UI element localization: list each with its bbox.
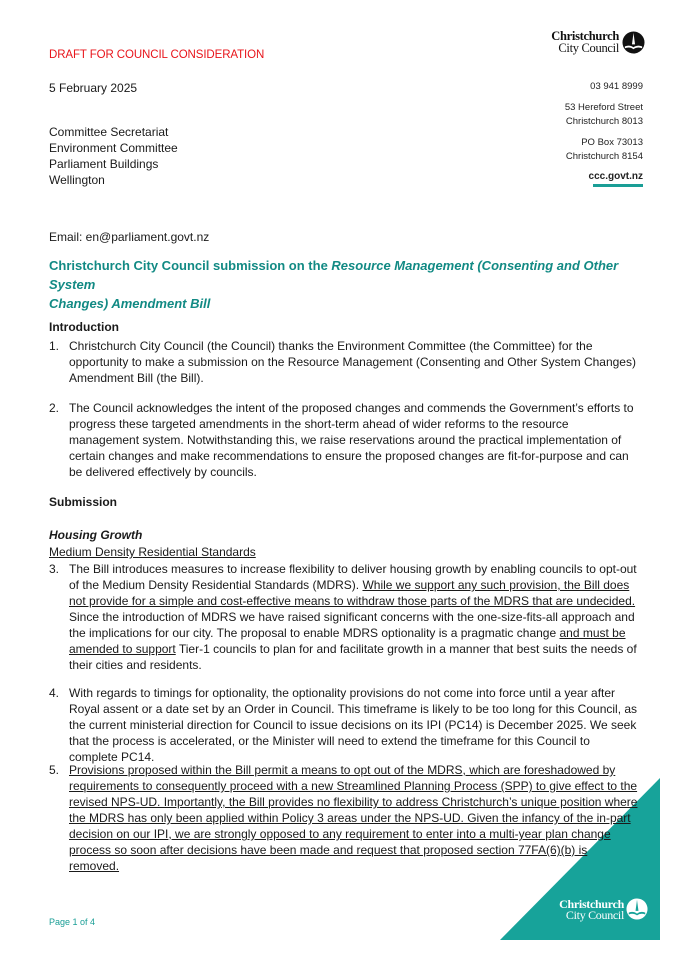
- cathedral-logo-icon: [626, 898, 648, 920]
- teal-divider: [593, 184, 643, 187]
- draft-label: DRAFT FOR COUNCIL CONSIDERATION: [49, 49, 265, 61]
- website-link[interactable]: ccc.govt.nz: [588, 171, 643, 182]
- paragraph-text: The Council acknowledges the intent of the proposed changes and commends the Government’s efforts to progress these targeted amendments in the short-term ahead of wider reforms to the resource management system. Notwithstanding this, we raise reservations around the practical implementation of certain changes and make recommendations to ensure the proposed changes are fit-for-purpose and can be delivered effectively by councils.: [69, 401, 634, 479]
- logo-line-1: Christchurch: [559, 897, 624, 911]
- paragraph-2: [49, 400, 639, 480]
- po-box-line: Christchurch 8154: [565, 151, 643, 162]
- paragraph-text: With regards to timings for optionality, the optionality provisions do not come into force until a year after Royal assent or a date set by an Order in Council. This timeframe is likely to be too long for this Council, as the current ministerial direction for Council to issue decisions on its IPI (PC14) is December 2025. We seek that the process is accelerated, or the Minister will need to extend the timeframe for this Council to complete PC14.: [69, 686, 638, 764]
- recipient-line: Environment Committee: [49, 141, 178, 155]
- council-logo: [545, 30, 645, 56]
- letter-date: 5 February 2025: [49, 81, 138, 95]
- title-prefix: Christchurch City Council submission on the: [49, 258, 332, 273]
- text-segment: The Bill introduces measures to increase flexibility to deliver housing growth by enabling councils to opt-out of the Medium Density Residential Standards (MDRS).: [69, 562, 637, 592]
- paragraph-4: [49, 685, 639, 765]
- cathedral-logo-icon: [622, 31, 645, 54]
- heading-housing-growth: Housing Growth: [49, 528, 143, 542]
- street-line: 53 Hereford Street: [564, 102, 643, 113]
- page-number: Page 1 of 4: [49, 917, 96, 927]
- paragraph-number: 5.: [49, 763, 60, 777]
- paragraph-number: 3.: [49, 562, 60, 576]
- recipient-address: [49, 124, 178, 188]
- paragraph-number: 4.: [49, 686, 60, 700]
- title-bill-name-cont: Changes) Amendment Bill: [49, 296, 211, 311]
- logo-line-1: Christchurch: [551, 29, 619, 43]
- paragraph-1: [49, 338, 639, 386]
- submission-title: [49, 256, 649, 313]
- paragraph-3: [49, 561, 639, 673]
- title-bill-name: Resource Management (Consenting and Other System: [49, 258, 619, 292]
- text-segment: Since the introduction of MDRS we have raised significant concerns with the one-size-fits-all approach and the implications for our city. The proposal to enable MDRS optionality is a pragmatic change: [69, 610, 635, 640]
- underlined-segment: and must be amended to support: [69, 626, 626, 656]
- heading-introduction: Introduction: [49, 320, 119, 334]
- email-line: Email: en@parliament.govt.nz: [49, 230, 210, 244]
- paragraph-text: Christchurch City Council (the Council) thanks the Environment Committee (the Committee) for the opportunity to make a submission on the Resource Management (Consenting and Other System Changes) Amendment Bill (the Bill).: [69, 339, 636, 385]
- footer-council-logo: [552, 898, 648, 924]
- recipient-line: Committee Secretariat: [49, 125, 169, 139]
- paragraph-text: Provisions proposed within the Bill permit a means to opt out of the MDRS, which are foreshadowed by requirements to consequently proceed with a new Streamlined Planning Process (SPP) to give effect to the revised NPS-UD. Importantly, the Bill provides no flexibility to address Christchurch’s unique position where the MDRS has only been applied within Policy 3 areas under the NPS-UD. Given the infancy of the in-part decision on our IPI, we are strongly opposed to any requirement to enter into a multi-year plan change process so soon after decisions have been made and request that proposed section 77FA(6)(b) is removed.: [69, 763, 638, 873]
- logo-line-2: City Council: [558, 41, 619, 55]
- underlined-segment: While we support any such provision, the Bill does not provide for a simple and cost-effective means to withdraw those parts of the MDRS that are undecided.: [69, 578, 636, 608]
- subheading-mdrs: Medium Density Residential Standards: [49, 545, 256, 559]
- phone: 03 941 8999: [590, 81, 643, 92]
- heading-submission: Submission: [49, 495, 118, 509]
- contact-block: [565, 80, 643, 184]
- po-box-line: PO Box 73013: [581, 137, 643, 148]
- logo-line-2: City Council: [565, 908, 624, 922]
- paragraph-number: 1.: [49, 339, 60, 353]
- paragraph-number: 2.: [49, 401, 60, 415]
- recipient-line: Wellington: [49, 173, 105, 187]
- paragraph-5: [49, 762, 639, 874]
- text-segment: Tier-1 councils to plan for and facilitate growth in a manner that best suits the needs of their cities and residents.: [69, 642, 637, 672]
- street-line: Christchurch 8013: [565, 116, 643, 127]
- paragraph-text: [69, 561, 639, 673]
- recipient-line: Parliament Buildings: [49, 157, 159, 171]
